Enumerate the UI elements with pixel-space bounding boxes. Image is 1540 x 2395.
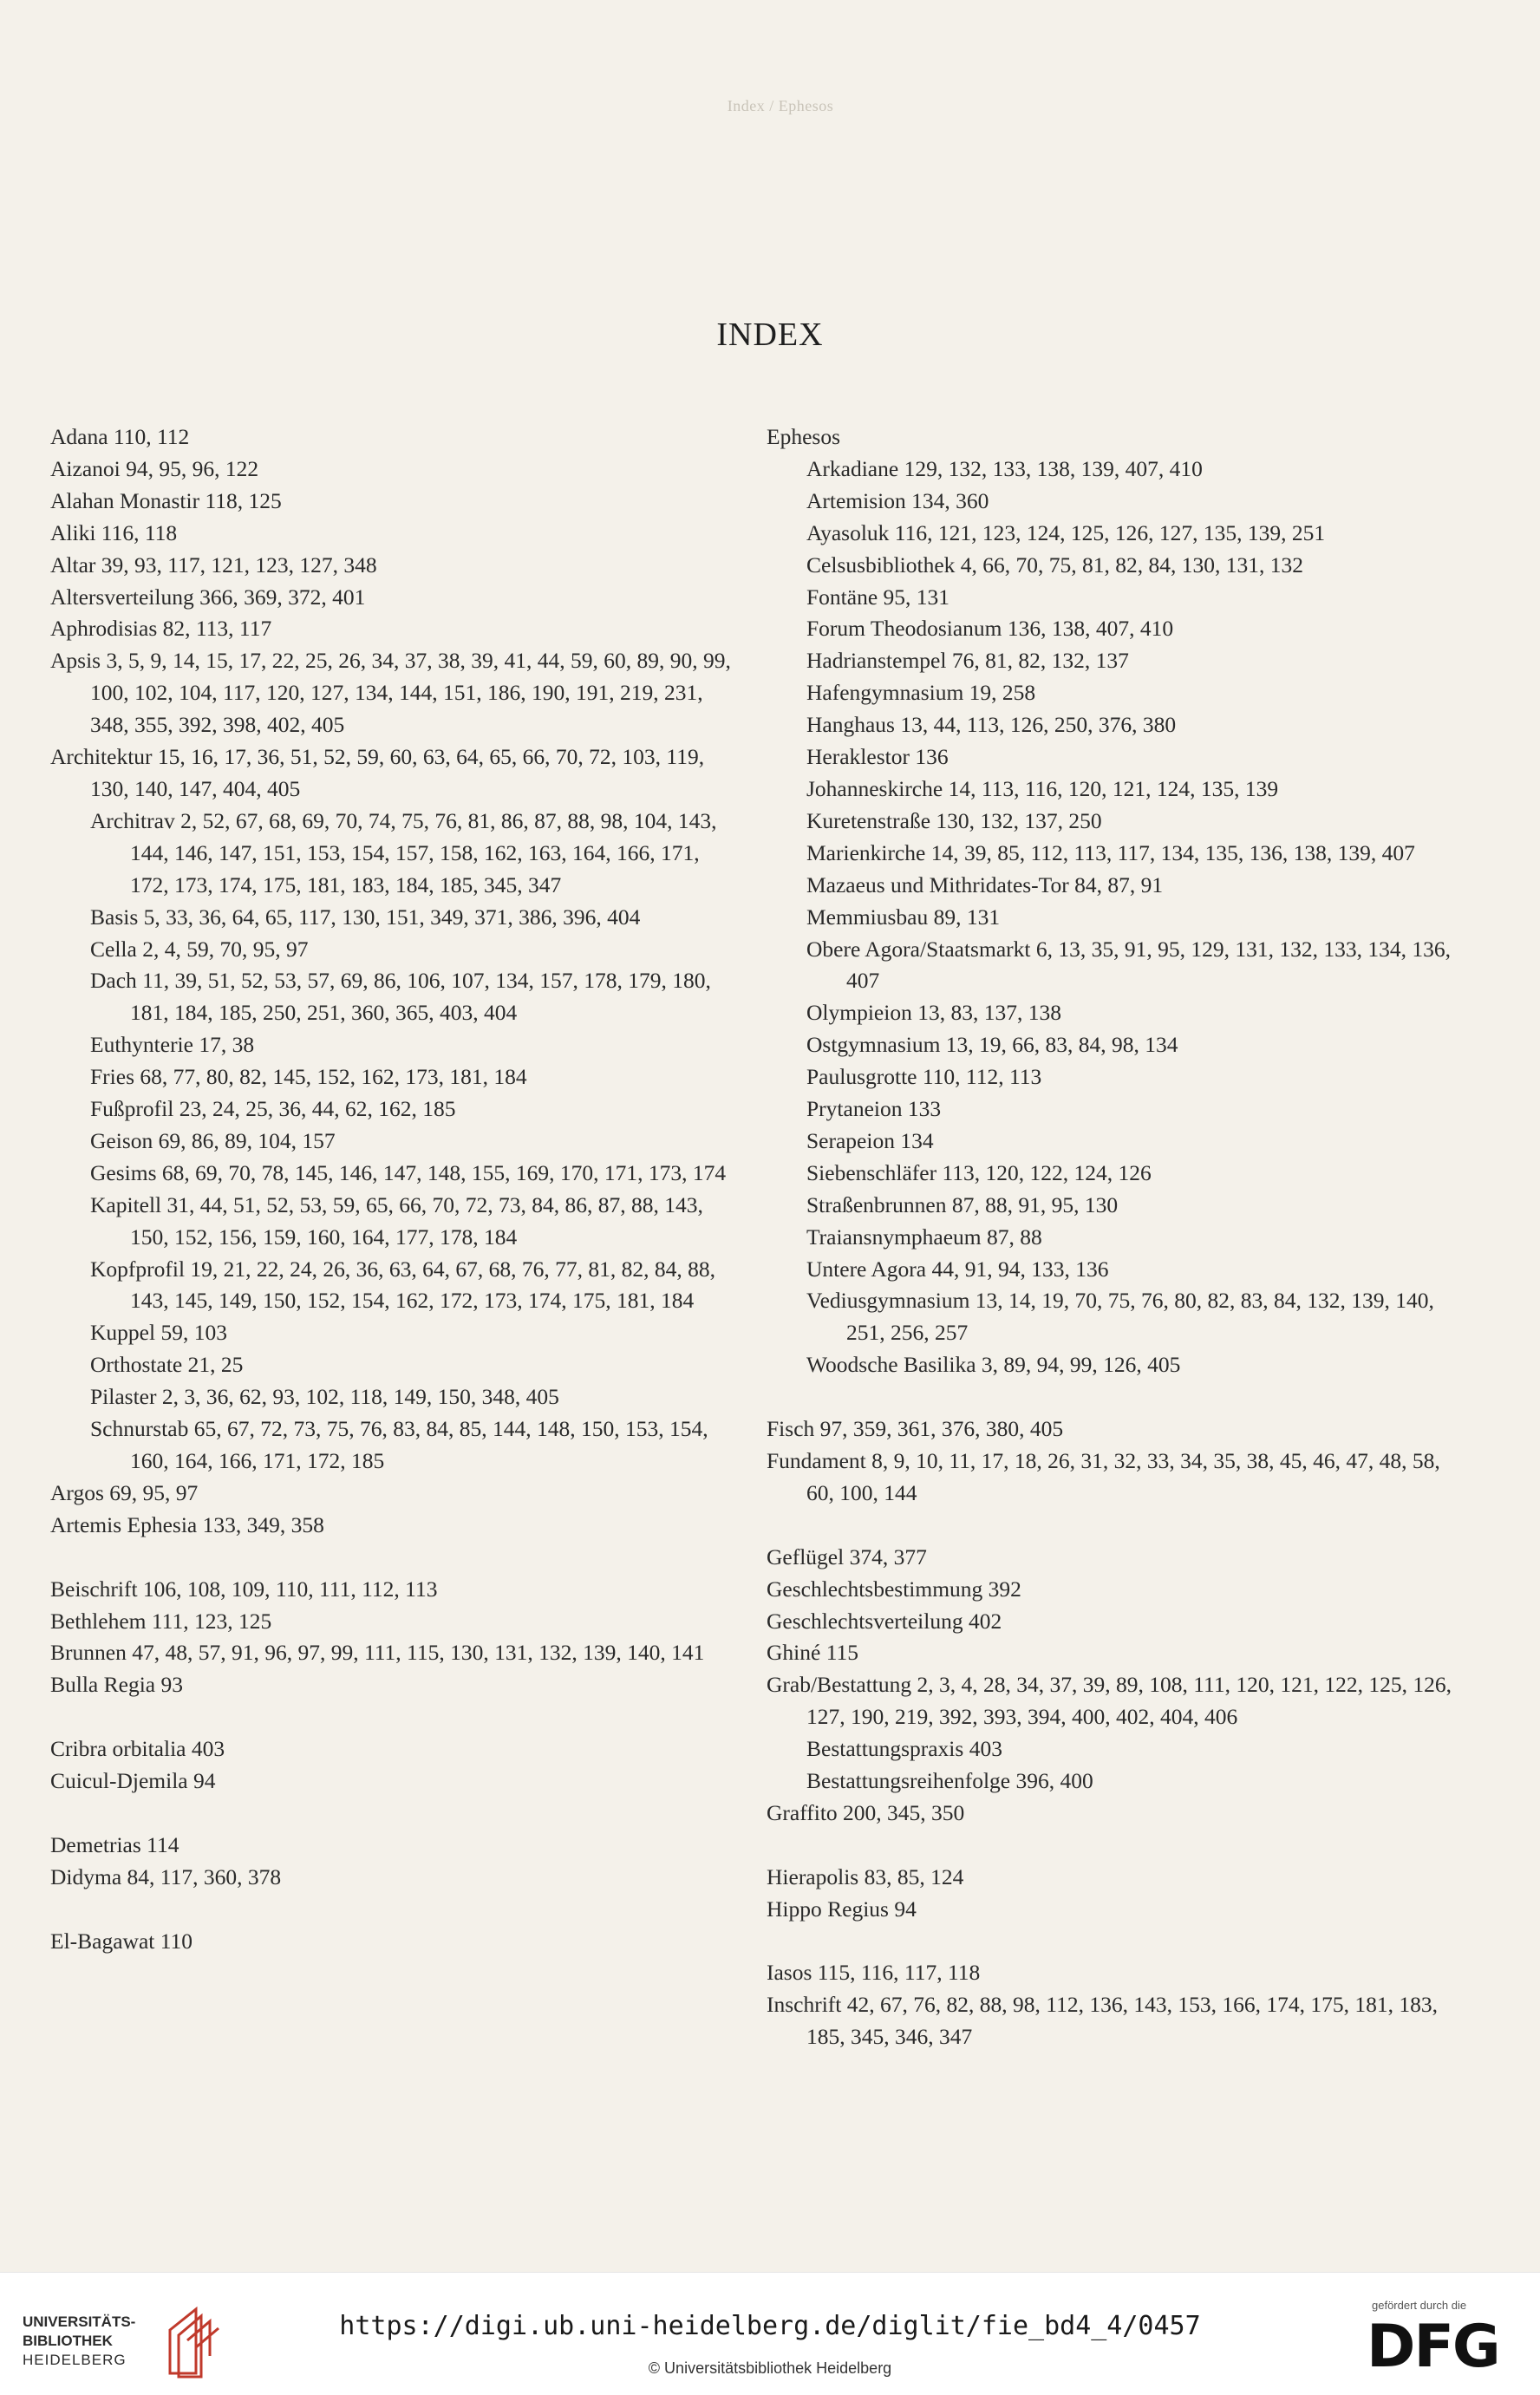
index-entry: Aizanoi 94, 95, 96, 122 (50, 455, 259, 481)
index-entry: Inschrift 42, 67, 76, 82, 88, 98, 112, 136, 143, 153, 166, 174, 175, 181, 183, 185, 345, 346, 347 (767, 1992, 1438, 2050)
index-entry: Altersverteilung 366, 369, 372, 401 (50, 584, 366, 610)
index-section-gap (50, 1798, 735, 1830)
index-subentry: Memmiusbau 89, 131 (806, 904, 1001, 930)
ub-logo-line2: BIBLIOTHEK (23, 2333, 113, 2349)
copyright-notice: © Universitätsbibliothek Heidelberg (648, 2359, 892, 2377)
index-subentry: Fries 68, 77, 80, 82, 145, 152, 162, 173, 181, 184 (90, 1064, 527, 1090)
index-subentry: Fontäne 95, 131 (806, 584, 950, 610)
index-subentry: Architrav 2, 52, 67, 68, 69, 70, 74, 75, 76, 81, 86, 87, 88, 98, 104, 143, 144, 146, 147, 151, 153, 154, 157, 158, 162, 163, 164, 166, 171, 172, 173, 174, 175, 181, 183, 184, 185, 345, 347 (90, 807, 717, 897)
index-entry: Hierapolis 83, 85, 124 (767, 1863, 964, 1889)
index-entry: Argos 69, 95, 97 (50, 1479, 199, 1505)
index-subentry: Hadrianstempel 76, 81, 82, 132, 137 (806, 648, 1129, 674)
index-subentry: Celsusbibliothek 4, 66, 70, 75, 81, 82, 84, 130, 131, 132 (806, 551, 1304, 578)
index-subentry: Siebenschläfer 113, 120, 122, 124, 126 (806, 1159, 1152, 1185)
index-column-left (50, 421, 735, 1957)
document-url-link[interactable]: https://digi.ub.uni-heidelberg.de/diglit/fie_bd4_4/0457 (339, 2311, 1201, 2341)
dfg-caption: gefördert durch die (1372, 2299, 1467, 2312)
index-section-gap (767, 1510, 1460, 1542)
index-subentry: Heraklestor 136 (806, 744, 949, 770)
index-section-gap (50, 1701, 735, 1733)
index-section-gap (50, 1894, 735, 1926)
index-subentry: Kuppel 59, 103 (90, 1320, 227, 1346)
index-column-right (767, 421, 1460, 2053)
index-entry: Geflügel 374, 377 (767, 1543, 927, 1569)
index-entry: Alahan Monastir 118, 125 (50, 487, 282, 513)
index-subentry: Johanneskirche 14, 113, 116, 120, 121, 124, 135, 139 (806, 775, 1279, 801)
bleed-through-header: Index / Ephesos (727, 97, 834, 114)
index-subentry: Dach 11, 39, 51, 52, 53, 57, 69, 86, 106, 107, 134, 157, 178, 179, 180, 181, 184, 185, 250, 251, 360, 365, 403, 404 (90, 968, 711, 1026)
index-section-gap (50, 1542, 735, 1574)
index-entry: Aliki 116, 118 (50, 519, 178, 545)
index-section-gap (767, 1381, 1460, 1413)
index-entry: Geschlechtsverteilung 402 (767, 1608, 1002, 1634)
index-subentry: Ayasoluk 116, 121, 123, 124, 125, 126, 127, 135, 139, 251 (806, 519, 1326, 545)
index-entry: Graffito 200, 345, 350 (767, 1799, 965, 1825)
index-subentry: Kuretenstraße 130, 132, 137, 250 (806, 807, 1102, 833)
index-subentry: Paulusgrotte 110, 112, 113 (806, 1064, 1042, 1090)
index-subentry: Marienkirche 14, 39, 85, 112, 113, 117, 134, 135, 136, 138, 139, 407 (806, 839, 1415, 865)
index-subentry: Bestattungspraxis 403 (806, 1736, 1002, 1762)
index-subentry: Gesims 68, 69, 70, 78, 145, 146, 147, 148, 155, 169, 170, 171, 173, 174 (90, 1159, 727, 1185)
index-subentry: Ostgymnasium 13, 19, 66, 83, 84, 98, 134 (806, 1032, 1178, 1058)
index-subentry: Arkadiane 129, 132, 133, 138, 139, 407, 410 (806, 455, 1203, 481)
index-subentry: Kopfprofil 19, 21, 22, 24, 26, 36, 63, 64, 67, 68, 76, 77, 81, 82, 84, 88, 143, 145, 149, 150, 152, 154, 162, 172, 173, 174, 175, 181, 184 (90, 1256, 716, 1314)
index-entry: Ghiné 115 (767, 1640, 858, 1666)
ub-logo-line1: UNIVERSITÄTS- (23, 2313, 136, 2330)
index-subentry: Hanghaus 13, 44, 113, 126, 250, 376, 380 (806, 712, 1177, 738)
index-entry: Bulla Regia 93 (50, 1672, 183, 1698)
index-entry: Adana 110, 112 (50, 424, 190, 449)
index-entry: Hippo Regius 94 (767, 1896, 917, 1922)
index-subentry: Bestattungsreihenfolge 396, 400 (806, 1768, 1093, 1794)
index-subentry: Olympieion 13, 83, 137, 138 (806, 1000, 1061, 1026)
ub-logo-line3: HEIDELBERG (23, 2352, 127, 2368)
index-subentry: Mazaeus und Mithridates-Tor 84, 87, 91 (806, 871, 1164, 897)
index-subentry: Straßenbrunnen 87, 88, 91, 95, 130 (806, 1191, 1119, 1217)
viewer-footer (0, 2272, 1540, 2395)
index-entry: Architektur 15, 16, 17, 36, 51, 52, 59, 60, 63, 64, 65, 66, 70, 72, 103, 119, 130, 140, 147, 404, 405 (50, 744, 705, 801)
index-subentry: Woodsche Basilika 3, 89, 94, 99, 126, 405 (806, 1352, 1181, 1378)
index-entry: Apsis 3, 5, 9, 14, 15, 17, 22, 25, 26, 34, 37, 38, 39, 41, 44, 59, 60, 89, 90, 99, 100, 102, 104, 117, 120, 127, 134, 144, 151, 186, 190, 191, 219, 231, 348, 355, 392, 398, 402, 405 (50, 648, 731, 738)
index-subentry: Artemision 134, 360 (806, 487, 989, 513)
index-subentry: Basis 5, 33, 36, 64, 65, 117, 130, 151, 349, 371, 386, 396, 404 (90, 904, 641, 930)
index-subentry: Euthynterie 17, 38 (90, 1032, 255, 1058)
index-entry: Grab/Bestattung 2, 3, 4, 28, 34, 37, 39, 89, 108, 111, 120, 121, 122, 125, 126, 127, 190, 219, 392, 393, 394, 400, 402, 404, 406 (767, 1672, 1452, 1730)
page-title: INDEX (716, 317, 824, 353)
index-subentry: Prytaneion 133 (806, 1096, 942, 1122)
index-subentry: Serapeion 134 (806, 1127, 934, 1153)
index-subentry: Untere Agora 44, 91, 94, 133, 136 (806, 1256, 1109, 1282)
index-subentry: Schnurstab 65, 67, 72, 73, 75, 76, 83, 84, 85, 144, 148, 150, 153, 154, 160, 164, 166, 171, 172, 185 (90, 1416, 708, 1473)
index-entry: Cribra orbitalia 403 (50, 1736, 225, 1762)
index-subentry: Pilaster 2, 3, 36, 62, 93, 102, 118, 149, 150, 348, 405 (90, 1384, 559, 1410)
index-entry: Fundament 8, 9, 10, 11, 17, 18, 26, 31, 32, 33, 34, 35, 38, 45, 46, 47, 48, 58, 60, 100, 144 (767, 1447, 1440, 1505)
index-subentry: Kapitell 31, 44, 51, 52, 53, 59, 65, 66, 70, 72, 73, 84, 86, 87, 88, 143, 150, 152, 156, 159, 160, 164, 177, 178, 184 (90, 1191, 703, 1250)
index-entry: Brunnen 47, 48, 57, 91, 96, 97, 99, 111, 115, 130, 131, 132, 139, 140, 141 (50, 1640, 705, 1666)
index-entry: Altar 39, 93, 117, 121, 123, 127, 348 (50, 551, 377, 578)
index-subentry: Fußprofil 23, 24, 25, 36, 44, 62, 162, 185 (90, 1096, 456, 1122)
index-entry: Demetrias 114 (50, 1831, 179, 1857)
index-section-gap (767, 1830, 1460, 1862)
index-entry: Iasos 115, 116, 117, 118 (767, 1960, 981, 1986)
index-entry: Didyma 84, 117, 360, 378 (50, 1863, 282, 1889)
index-subentry: Obere Agora/Staatsmarkt 6, 13, 35, 91, 95, 129, 131, 132, 133, 134, 136, 407 (806, 936, 1451, 994)
index-entry: Beischrift 106, 108, 109, 110, 111, 112, 113 (50, 1576, 438, 1602)
index-entry: Bethlehem 111, 123, 125 (50, 1608, 272, 1634)
index-entry: Cuicul-Djemila 94 (50, 1768, 216, 1794)
index-entry: Artemis Ephesia 133, 349, 358 (50, 1511, 324, 1537)
index-subentry: Geison 69, 86, 89, 104, 157 (90, 1127, 336, 1153)
index-subentry: Traiansnymphaeum 87, 88 (806, 1224, 1042, 1250)
index-entry: El-Bagawat 110 (50, 1928, 193, 1954)
index-subentry: Orthostate 21, 25 (90, 1352, 244, 1378)
index-subentry: Hafengymnasium 19, 258 (806, 680, 1036, 706)
dfg-logo[interactable]: DFG (1367, 2313, 1499, 2381)
index-section-gap (767, 1926, 1460, 1958)
index-subentry: Cella 2, 4, 59, 70, 95, 97 (90, 936, 309, 962)
index-subentry: Forum Theodosianum 136, 138, 407, 410 (806, 616, 1174, 642)
index-subentry: Vediusgymnasium 13, 14, 19, 70, 75, 76, 80, 82, 83, 84, 132, 139, 140, 251, 256, 257 (806, 1288, 1434, 1346)
index-entry: Geschlechtsbestimmung 392 (767, 1576, 1021, 1602)
index-entry: Ephesos (767, 424, 840, 449)
index-entry: Aphrodisias 82, 113, 117 (50, 616, 272, 642)
index-entry: Fisch 97, 359, 361, 376, 380, 405 (767, 1416, 1064, 1442)
